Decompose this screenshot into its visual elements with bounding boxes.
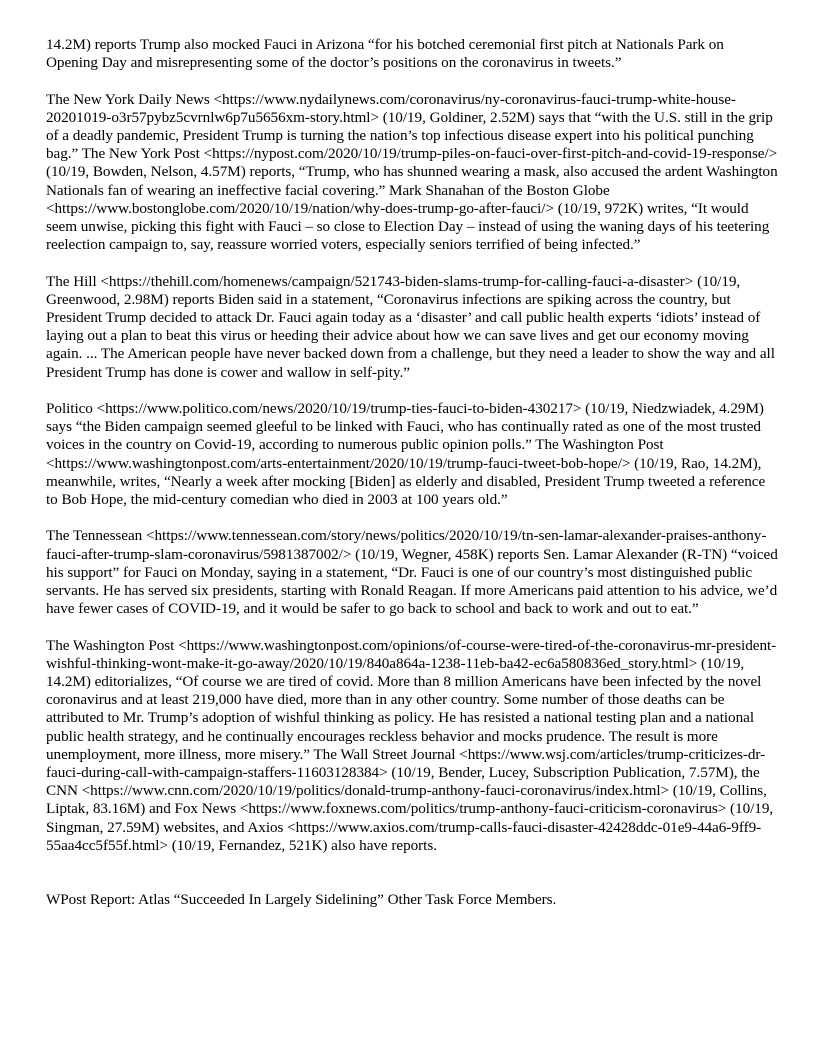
paragraph-wapo-editorial: The Washington Post <https://www.washingtonpost.com/opinions/of-course-were-tired-of-the-coronavirus-mr-president-wishful-thinking-wont-make-it-go-away/2020/10/19/840a864a-1238-11eb-ba42-ec6a580836ed_story.html> (10/19, 14.2M) editorializes, “Of course we are tired of covid. More than 8 million Americans have been infected by the novel coronavirus and at least 219,000 have died, more than in any other country. Some number of those deaths can be attributed to Mr. Trump’s adoption of wishful thinking as policy. He has resisted a national testing plan and a national public health strategy, and he continually encourages reckless behavior and mocks prudence. The result is more unemployment, more illness, more misery.” The Wall Street Journal <https://www.wsj.com/articles/trump-criticizes-dr-fauci-during-call-with-campaign-staffers-11603128384> (10/19, Bender, Lucey, Subscription Publication, 7.57M), the CNN <https://www.cnn.com/2020/10/19/politics/donald-trump-anthony-fauci-coronavirus/index.html> (10/19, Collins, Liptak, 83.16M) and Fox News <https://www.foxnews.com/politics/trump-anthony-fauci-criticism-coronavirus> (10/19, Singman, 27.59M) websites, and Axios <https://www.axios.com/trump-calls-fauci-disaster-42428ddc-01e9-44a6-9ff9-55aa4cc5f55f.html> (10/19, Fernandez, 521K) also have reports. — [46, 636, 777, 854]
paragraph-the-hill-biden: The Hill <https://thehill.com/homenews/campaign/521743-biden-slams-trump-for-calling-fauci-a-disaster> (10/19, Greenwood, 2.98M) reports Biden said in a statement, “Coronavirus infections are spiking across the country, but President Trump decided to attack Dr. Fauci again today as a ‘disaster’ and call public health experts ‘idiots’ instead of laying out a plan to beat this virus or heeding their advice about how we can save lives and get our economy moving again. ... The American people have never backed down from a challenge, but they need a leader to show the way and all President Trump has done is cower and wallow in self-pity.” — [46, 272, 775, 381]
paragraph-daily-news-post-globe: The New York Daily News <https://www.nydailynews.com/coronavirus/ny-coronavirus-fauci-trump-white-house-20201019-o3r57pybz5cvrnlw6p7u5656xm-story.html> (10/19, Goldiner, 2.52M) says that “with the U.S. still in the grip of a deadly pandemic, President Trump is turning the nation’s top infectious disease expert into his political punching bag.” The New York Post <https://nypost.com/2020/10/19/trump-piles-on-fauci-over-first-pitch-and-covid-19-response/> (10/19, Bowden, Nelson, 4.57M) reports, “Trump, who has shunned wearing a mask, also accused the ardent Washington Nationals fan of wearing an ineffective facial covering.” Mark Shanahan of the Boston Globe <https://www.bostonglobe.com/2020/10/19/nation/why-does-trump-go-after-fauci/> (10/19, 972K) writes, “It would seem unwise, picking this fight with Fauci – so close to Election Day – instead of using the waning days of his teetering reelection campaign to, say, reassure worried voters, especially seniors terrified of being infected.” — [46, 90, 778, 254]
paragraph-fauci-arizona: 14.2M) reports Trump also mocked Fauci in Arizona “for his botched ceremonial first pitch at Nationals Park on Opening Day and misrepresenting some of the doctor’s positions on the coronavirus in tweets.” — [46, 36, 724, 72]
next-story-heading: WPost Report: Atlas “Succeeded In Largely Sidelining” Other Task Force Members. — [46, 891, 557, 909]
paragraph-tennessean-alexander: The Tennessean <https://www.tennessean.com/story/news/politics/2020/10/19/tn-sen-lamar-alexander-praises-anthony-fauci-after-trump-slam-coronavirus/5981387002/> (10/19, Wegner, 458K) reports Sen. Lamar Alexander (R-TN) “voiced his support” for Fauci on Monday, saying in a statement, “Dr. Fauci is one of our country’s most distinguished public servants. He has served six presidents, starting with Ronald Reagan. If more Americans paid attention to his advice, we’d have fewer cases of COVID-19, and it would be safer to go back to school and back to work and out to eat.” — [46, 527, 778, 618]
paragraph-politico-wapo: Politico <https://www.politico.com/news/2020/10/19/trump-ties-fauci-to-biden-430217> (10/19, Niedzwiadek, 4.29M) says “the Biden campaign seemed gleeful to be linked with Fauci, who has continually rated as one of the most trusted voices in the country on Covid-19, according to numerous public opinion polls.” The Washington Post <https://www.washingtonpost.com/arts-entertainment/2020/10/19/trump-fauci-tweet-bob-hope/> (10/19, Rao, 14.2M), meanwhile, writes, “Nearly a week after mocking [Biden] as elderly and disabled, President Trump tweeted a reference to Bob Hope, the mid-century comedian who died in 2003 at 100 years old.” — [46, 400, 766, 509]
document-page — [46, 36, 778, 928]
